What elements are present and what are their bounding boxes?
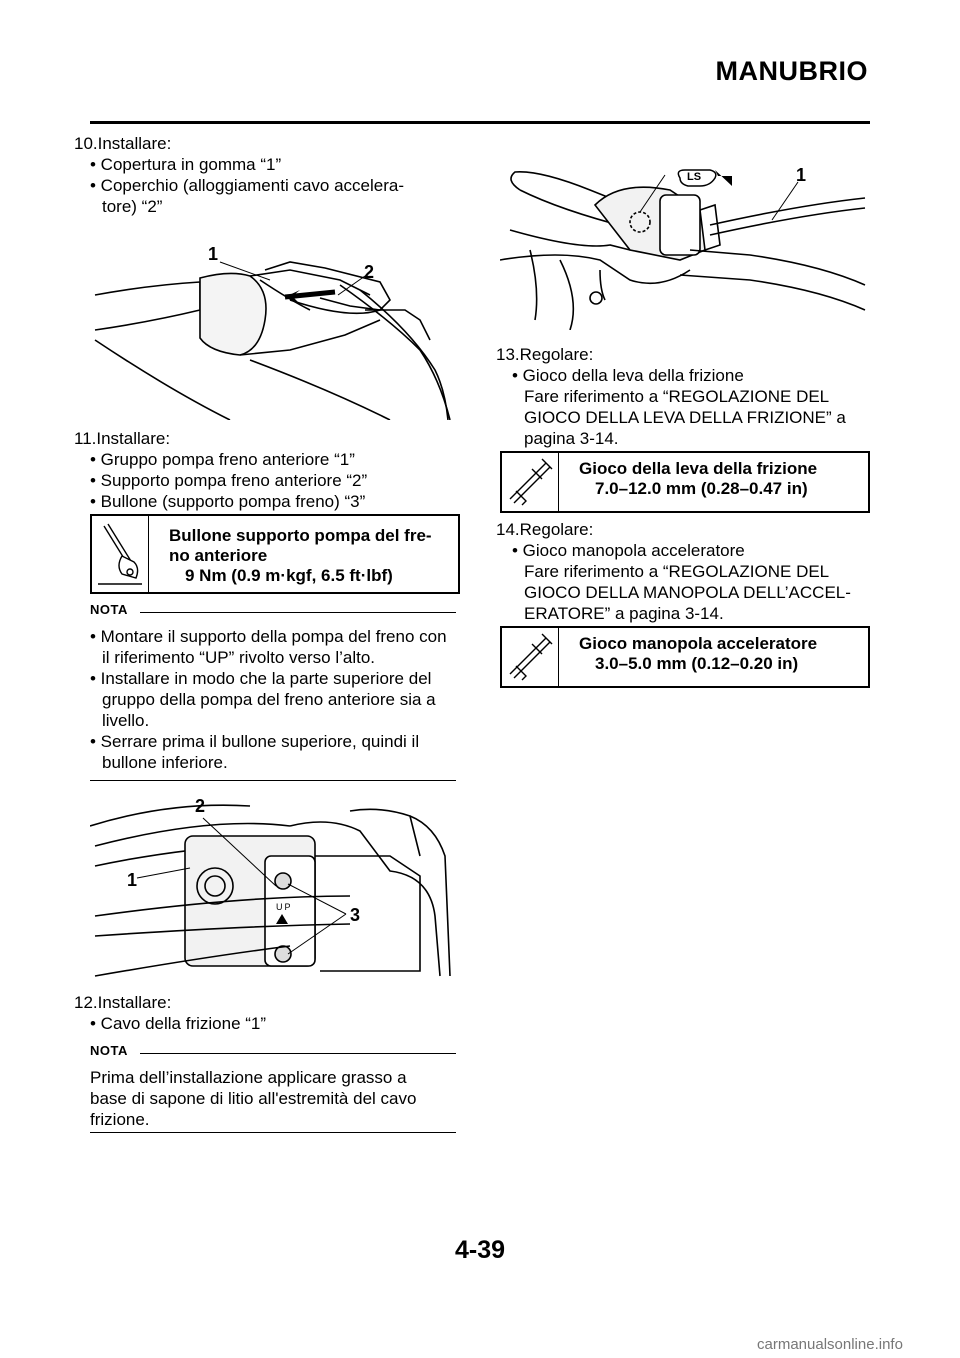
fig1-callout-1: 1 (208, 244, 219, 264)
step-11-bullet-1: • Gruppo pompa freno anteriore “1” (90, 450, 355, 469)
nota-2-label: NOTA (90, 1043, 128, 1058)
fig2-callout-3: 3 (350, 905, 361, 925)
step-13-title: 13.Regolare: (496, 345, 594, 364)
step-13-cont-1: Fare riferimento a “REGOLAZIONE DEL (524, 387, 830, 406)
nota-2-body (90, 1067, 470, 1130)
step-14-title: 14.Regolare: (496, 520, 594, 539)
step-13-bullet-1: • Gioco della leva della frizione (512, 366, 744, 385)
nota-1-bullet-1: • Montare il supporto della pompa del freno con (90, 627, 447, 646)
nota-2-line-2: base di sapone di litio all'estremità del cavo (90, 1089, 417, 1108)
nota-2-line-1: Prima dell’installazione applicare grasso a (90, 1068, 407, 1087)
fig1-callout-2: 2 (364, 262, 375, 282)
nota-1-bullet-3-cont: bullone inferiore. (102, 753, 228, 772)
nota-1-bullet-3: • Serrare prima il bullone superiore, quindi il (90, 732, 420, 751)
fig2-callout-2: 2 (195, 796, 206, 816)
nota-1-bullet-2-cont1: gruppo della pompa del freno anteriore sia a (102, 690, 436, 709)
figure-throttle-cover (90, 240, 460, 420)
step-11-bullet-3: • Bullone (supporto pompa freno) “3” (90, 492, 366, 511)
clutch-lever-spec-value: 7.0–12.0 mm (0.28–0.47 in) (595, 479, 808, 498)
step-11-title: 11.Installare: (74, 429, 171, 448)
step-14-cont-1: Fare riferimento a “REGOLAZIONE DEL (524, 562, 830, 581)
step-12-title: 12.Installare: (74, 993, 172, 1012)
step-11-bullet-2: • Supporto pompa freno anteriore “2” (90, 471, 368, 490)
torque-spec-label-line1: Bullone supporto pompa del fre- (169, 526, 432, 545)
nota-2-rule (140, 1053, 456, 1054)
fig3-ls-label: LS (687, 171, 702, 183)
nota-1-label: NOTA (90, 602, 128, 617)
step-13-cont-3: pagina 3-14. (524, 429, 619, 448)
throttle-grip-spec-value: 3.0–5.0 mm (0.12–0.20 in) (595, 654, 799, 673)
step-12 (74, 992, 464, 1034)
nota-1-body (90, 626, 470, 773)
step-14-cont-2: GIOCO DELLA MANOPOLA DELL’ACCEL- (524, 583, 851, 602)
fig2-callout-1: 1 (127, 870, 138, 890)
throttle-grip-spec-label: Gioco manopola acceleratore (579, 634, 818, 653)
step-14-bullet-1: • Gioco manopola acceleratore (512, 541, 745, 560)
nota-1-bullet-2-cont2: livello. (102, 711, 150, 730)
watermark: carmanualsonline.info (757, 1336, 903, 1353)
caliper-icon (502, 628, 559, 686)
clutch-lever-spec-box (500, 451, 870, 513)
caliper-icon (502, 453, 559, 511)
page-title: MANUBRIO (715, 56, 868, 86)
step-10 (74, 133, 464, 217)
page-number: 4-39 (454, 1236, 506, 1264)
step-13-cont-2: GIOCO DELLA LEVA DELLA FRIZIONE” a (524, 408, 846, 427)
torque-spec-box (90, 514, 460, 594)
nota-2-end-rule (90, 1132, 456, 1133)
step-14-cont-3: ERATORE” a pagina 3-14. (524, 604, 724, 623)
step-10-bullet-1: • Copertura in gomma “1” (90, 155, 282, 174)
fig3-callout-1: 1 (796, 165, 807, 185)
nota-1-bullet-2: • Installare in modo che la parte superiore del (90, 669, 432, 688)
torque-spec-value: 9 Nm (0.9 m·kgf, 6.5 ft·lbf) (185, 566, 393, 585)
step-14 (496, 519, 886, 624)
nota-1-rule (140, 612, 456, 613)
nota-2-line-3: frizione. (90, 1110, 150, 1129)
nota-1-bullet-1-cont: il riferimento “UP” rivolto verso l’alto. (102, 648, 376, 667)
step-12-bullet-1: • Cavo della frizione “1” (90, 1014, 267, 1033)
step-13 (496, 344, 886, 449)
torque-wrench-icon (92, 516, 149, 592)
torque-spec-label-line2: no anteriore (169, 546, 268, 565)
step-10-title: 10.Installare: (74, 134, 172, 153)
header-rule (90, 121, 870, 124)
fig2-up-mark: UP (276, 902, 293, 912)
nota-1-end-rule (90, 780, 456, 781)
figure-brake-master-cylinder (90, 796, 460, 982)
throttle-grip-spec-box (500, 626, 870, 688)
figure-clutch-lever (500, 150, 870, 330)
step-10-bullet-2: • Coperchio (alloggiamenti cavo accelera- (90, 176, 404, 195)
clutch-lever-spec-label: Gioco della leva della frizione (579, 459, 818, 478)
step-10-bullet-2-cont: tore) “2” (102, 197, 163, 216)
step-11 (74, 428, 464, 512)
